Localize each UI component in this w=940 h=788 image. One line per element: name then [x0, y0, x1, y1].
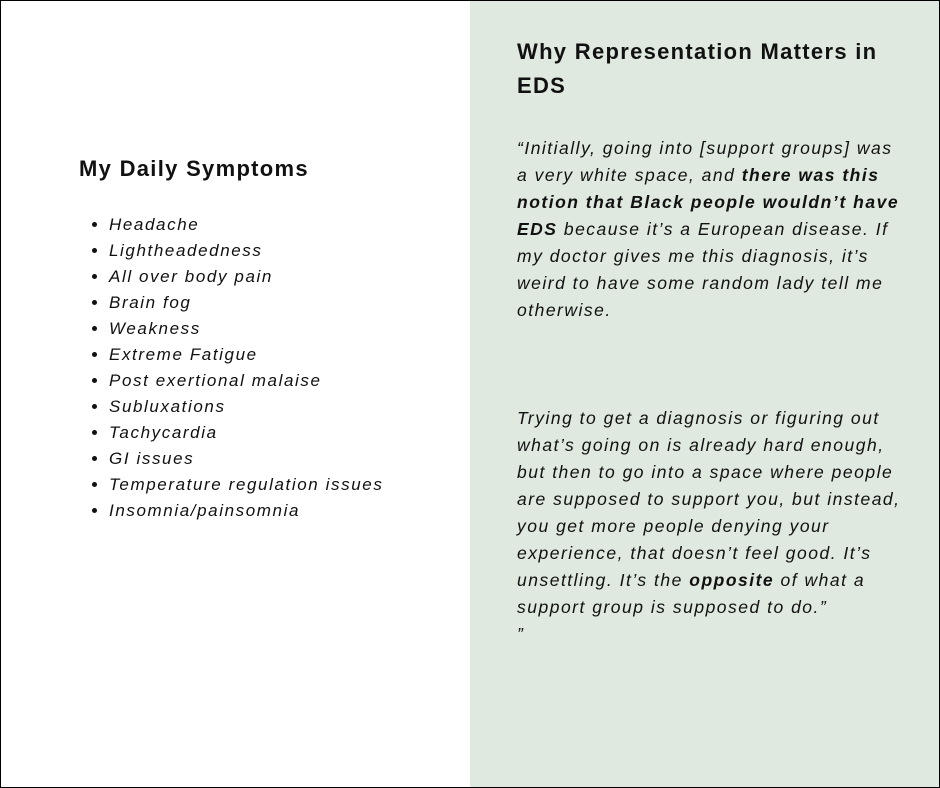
- list-item: • Lightheadedness: [109, 238, 383, 264]
- quote-2-text-end: of what a support group is supposed to do.”: [517, 570, 866, 617]
- list-item: • Temperature regulation issues: [109, 472, 383, 498]
- quote-paragraph-2: [517, 405, 909, 648]
- quote-1-text-end: because it’s a European disease. If my doctor gives me this diagnosis, it’s weird to have some random lady tell me otherwise.: [517, 219, 889, 320]
- symptom-list: [109, 212, 383, 524]
- list-item: • Weakness: [109, 316, 383, 342]
- representation-panel: [470, 1, 939, 787]
- quote-paragraph-1: [517, 135, 909, 324]
- quote-1-emphasis: there was this notion that Black people wouldn’t have EDS: [517, 165, 900, 239]
- list-item: • All over body pain: [109, 264, 383, 290]
- list-item: • Extreme Fatigue: [109, 342, 383, 368]
- symptoms-title: My Daily Symptoms: [79, 156, 309, 181]
- closing-quote-mark: ”: [517, 624, 525, 644]
- list-item: • Tachycardia: [109, 420, 383, 446]
- list-item: • Post exertional malaise: [109, 368, 383, 394]
- list-item: • Subluxations: [109, 394, 383, 420]
- article-title: Why Representation Matters in EDS: [517, 39, 878, 98]
- quote-1-text-start: “Initially, going into [support groups] was a very white space, and: [517, 138, 893, 185]
- list-item: • Brain fog: [109, 290, 383, 316]
- quote-2-text-start: Trying to get a diagnosis or figuring out what’s going on is already hard enough, but then to go into a space where people are supposed to support you, but instead, you get more people denying your experience, that doesn’t feel good. It’s unsettling. It’s the: [517, 408, 901, 590]
- symptoms-panel: [1, 1, 470, 787]
- list-item: • GI issues: [109, 446, 383, 472]
- list-item: • Headache: [109, 212, 383, 238]
- quote-2-emphasis: opposite: [689, 570, 775, 590]
- list-item: • Insomnia/painsomnia: [109, 498, 383, 524]
